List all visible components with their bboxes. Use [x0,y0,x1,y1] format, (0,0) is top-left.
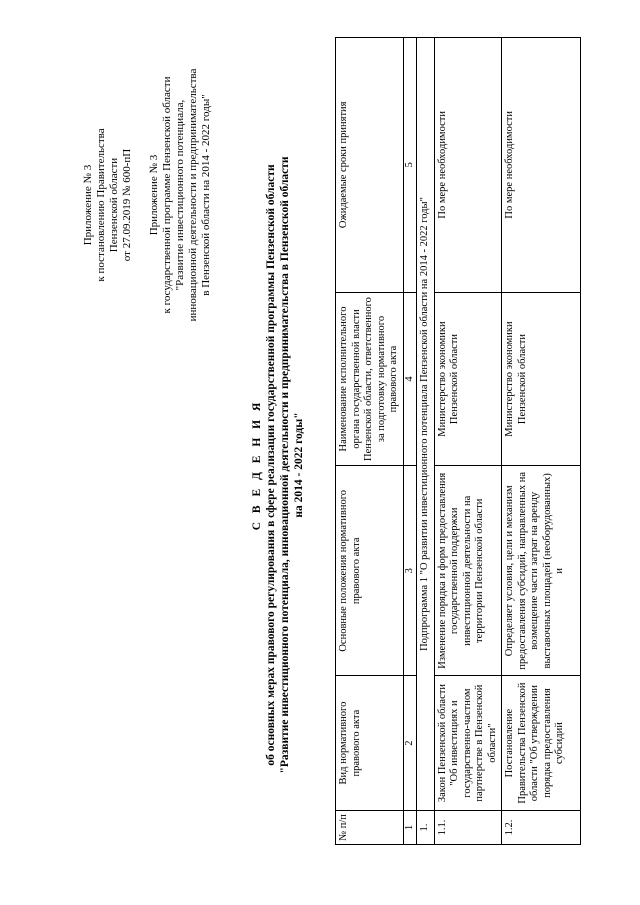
row-num: 1.1. [434,811,502,845]
heading-title: С В Е Д Е Н И Я [251,399,263,531]
subprogram-row [417,38,435,845]
column-number: 2 [403,676,417,811]
appendix-program-block [148,30,213,360]
table-row [434,38,502,845]
appendix-decree-line: Пензенской области [108,157,120,253]
row-responsible-body: Министерство экономики Пензенской области [502,292,581,466]
header-num: № п/п [336,811,404,845]
header-responsible-body: Наименование исполнительного органа государственной власти Пензенской области, ответственного за подготовку нормативного правового акта [336,292,404,466]
appendix-program-line: "Развитие инвестиционного потенциала, [174,99,186,291]
header-act-type: Вид нормативного правового акта [336,676,404,811]
measures-table [335,37,581,845]
column-number: 1 [403,811,417,845]
heading-line: об основных мерах правового регулирования в сфере реализации государственной программы Пензенской области [265,164,277,766]
column-number: 5 [403,38,417,293]
appendix-decree-line: к постановлению Правительства [95,128,107,282]
row-responsible-body: Министерство экономики Пензенской области [434,292,502,466]
header-deadline: Ожидаемые сроки принятия [336,38,404,293]
heading-line: "Развитие инвестиционного потенциала, инновационной деятельности и предпринимательства в Пензенской области [279,156,291,774]
column-number-row [403,38,417,845]
header-provisions: Основные положения нормативного правового акта [336,466,404,676]
row-num: 1.2. [502,811,581,845]
column-number: 4 [403,292,417,466]
column-number: 3 [403,466,417,676]
row-deadline: По мере необходимости [502,38,581,293]
appendix-program-line: Приложение № 3 [148,154,160,236]
appendix-program-line: к государственной программе Пензенской области [161,76,173,314]
row-provisions: Определяет условия, цели и механизм предоставления субсидий, направленных на возмещение части затрат на аренду выставочных площадей (необорудованных) и [504,471,565,670]
subprogram-title: Подпрограмма 1 "О развитии инвестиционного потенциала Пензенской области на 2014 - 2022 годы" [417,38,435,811]
appendix-decree-line: Приложение № 3 [82,164,94,246]
appendix-program-line: инновационной деятельности и предпринимательства [187,68,199,322]
row-act-type: Закон Пензенской области "Об инвестициях и государственно-частном партнерстве в Пензенской области" [434,676,502,811]
table-row [502,38,581,845]
appendix-program-line: в Пензенской области на 2014 - 2022 годы" [200,94,212,296]
row-provisions: Изменение порядка и форм предоставления государственной поддержки инвестиционной деятельности на территории Пензенской области [434,466,502,676]
appendix-decree-line: от 27.09.2019 № 600-пП [121,148,133,262]
row-deadline: По мере необходимости [434,38,502,293]
subprogram-num: 1. [417,811,435,845]
row-act-type: Постановление Правительства Пензенской области "Об утверждении порядка предоставления субсидий [504,682,565,804]
appendix-decree-block [82,105,134,305]
table-header-row [336,38,404,845]
heading-line: на 2014 - 2022 годы" [293,412,305,518]
document-heading [250,65,306,865]
